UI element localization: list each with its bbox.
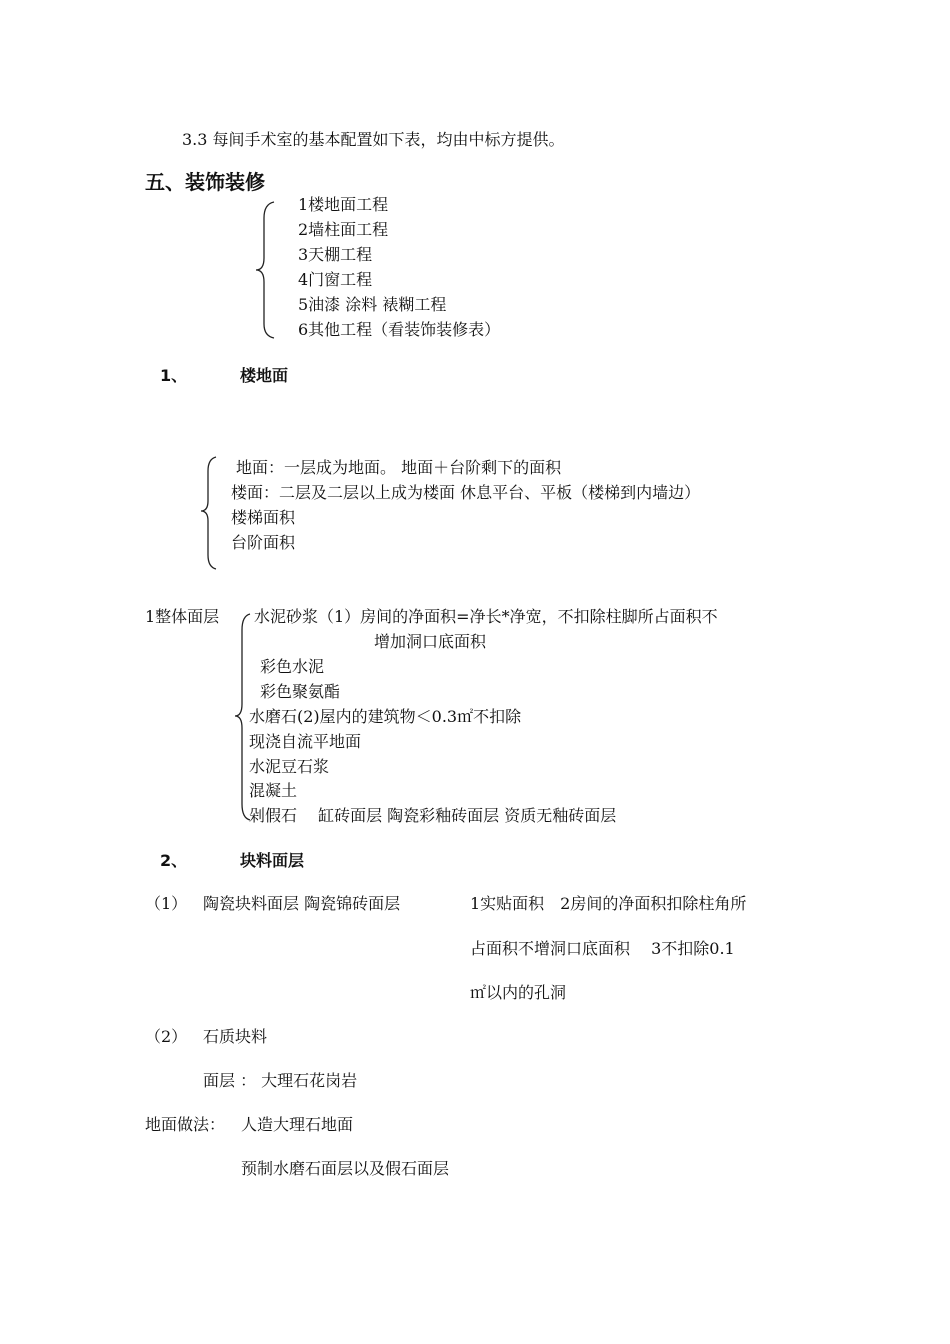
- sub-item: 3天棚工程: [298, 245, 373, 264]
- integral-label: 1整体面层: [145, 607, 220, 626]
- block-p2-number: （2）: [145, 1027, 188, 1046]
- method-item: 预制水磨石面层以及假石面层: [241, 1159, 450, 1178]
- floor-def-line: 楼梯面积: [231, 508, 296, 527]
- block-p1-rule: ㎡以内的孔洞: [470, 983, 567, 1002]
- integral-line: 剁假石 缸砖面层 陶瓷彩釉砖面层 资质无釉砖面层: [249, 806, 617, 825]
- section-1-number: 1、: [160, 366, 188, 385]
- block-p1-rule: 1实贴面积 2房间的净面积扣除柱角所: [470, 894, 747, 913]
- floor-def-line: 楼面：二层及二层以上成为楼面 休息平台、平板（楼梯到内墙边）: [231, 483, 701, 502]
- block-p1-number: （1）: [145, 894, 188, 913]
- method-label: 地面做法：: [145, 1115, 226, 1134]
- method-item: 人造大理石地面: [241, 1115, 354, 1134]
- integral-line: 水磨石(2)屋内的建筑物＜0.3㎡不扣除: [249, 707, 522, 726]
- integral-line: 增加洞口底面积: [374, 632, 487, 651]
- sub-item: 2墙柱面工程: [298, 220, 389, 239]
- integral-line: 彩色水泥: [260, 657, 325, 676]
- floor-def-line: 地面：一层成为地面。 地面＋台阶剩下的面积: [236, 458, 562, 477]
- integral-line: 彩色聚氨酯: [260, 682, 341, 701]
- section-1-title: 楼地面: [240, 366, 289, 385]
- block-p1-text: 陶瓷块料面层 陶瓷锦砖面层: [203, 894, 401, 913]
- integral-line: 混凝土: [249, 781, 298, 800]
- integral-line: 水泥砂浆（1）房间的净面积=净长*净宽，不扣除柱脚所占面积不: [254, 607, 718, 626]
- section-title: 五、装饰装修: [145, 170, 265, 194]
- sub-item: 5油漆 涂料 裱糊工程: [298, 295, 447, 314]
- floor-def-brace: [198, 455, 220, 571]
- floor-def-line: 台阶面积: [231, 533, 296, 552]
- block-p2-text: 石质块料: [203, 1027, 268, 1046]
- sub-item: 4门窗工程: [298, 270, 373, 289]
- section-2-number: 2、: [160, 851, 188, 870]
- intro-text: 3.3 每间手术室的基本配置如下表，均由中标方提供。: [182, 130, 565, 149]
- surface-line: 面层 ： 大理石花岗岩: [203, 1071, 358, 1090]
- sub-item: 6其他工程（看装饰装修表）: [298, 320, 501, 339]
- block-p1-rule: 占面积不增洞口底面积 3不扣除0.1: [470, 939, 735, 958]
- sub-item: 1楼地面工程: [298, 195, 389, 214]
- integral-line: 现浇自流平地面: [249, 732, 362, 751]
- sub-items-brace: [252, 200, 276, 340]
- integral-line: 水泥豆石浆: [249, 757, 330, 776]
- section-2-title: 块料面层: [240, 851, 305, 870]
